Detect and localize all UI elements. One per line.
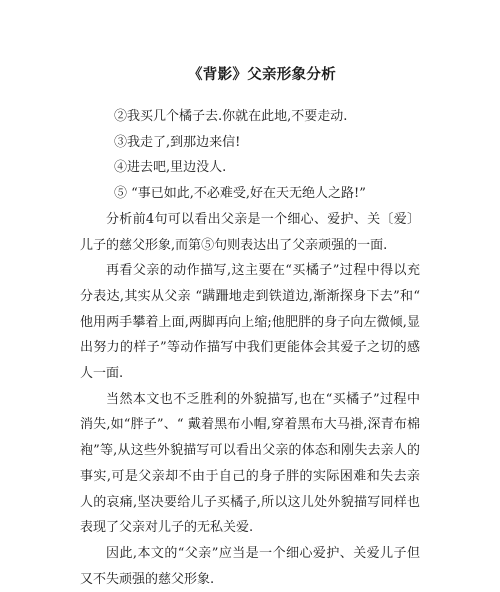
paragraph-action-description: 再看父亲的动作描写,这主要在“买橘子”过程中得以充分表达,其实从父亲 “蹒跚地走到铁道边,渐渐探身下去”和“ 他用两手攀着上面,两脚再向上缩;他肥胖的身子向左微倾,显出努力的样子”等动作描写中我们更能体会其爱子之切的感人一面.	[80, 263, 420, 382]
quote-line-2: ②我买几个橘子去.你就在此地,不要走动.	[114, 109, 348, 124]
paragraph-analysis-quotes: 分析前4句可以看出父亲是一个细心、爱护、关〔爱〕儿子的慈父形象,而第⑤句则表达出了父亲顽强的一面.	[80, 211, 420, 253]
quote-line-4: ④进去吧,里边没人.	[114, 160, 227, 176]
quote-line-3: ③我走了,到那边来信!	[114, 134, 241, 150]
paragraph-appearance-description: 当然本文也不乏胜利的外貌描写,也在“买橘子”过程中消失,如“胖子”、“ 戴着黑布小帽,穿着黑布大马褂,深青布棉袍”等,从这些外貌描写可以看出父亲的体态和刚失去亲人的事实,可是父亲却不由于自己的身子胖的实际困难和失去亲人的哀痛,坚决要给儿子买橘子,所以这儿处外貌描写同样也表现了父亲对儿子的无私关爱.	[80, 391, 420, 536]
paragraph-conclusion: 因此,本文的“父亲”应当是一个细心爱护、关爱儿子但又不失顽强的慈父形象.	[80, 545, 420, 587]
document-title: 《背影》父亲形象分析	[188, 66, 336, 83]
quote-line-5: ⑤ “事已如此,不必难受,好在天无绝人之路!”	[114, 186, 366, 202]
